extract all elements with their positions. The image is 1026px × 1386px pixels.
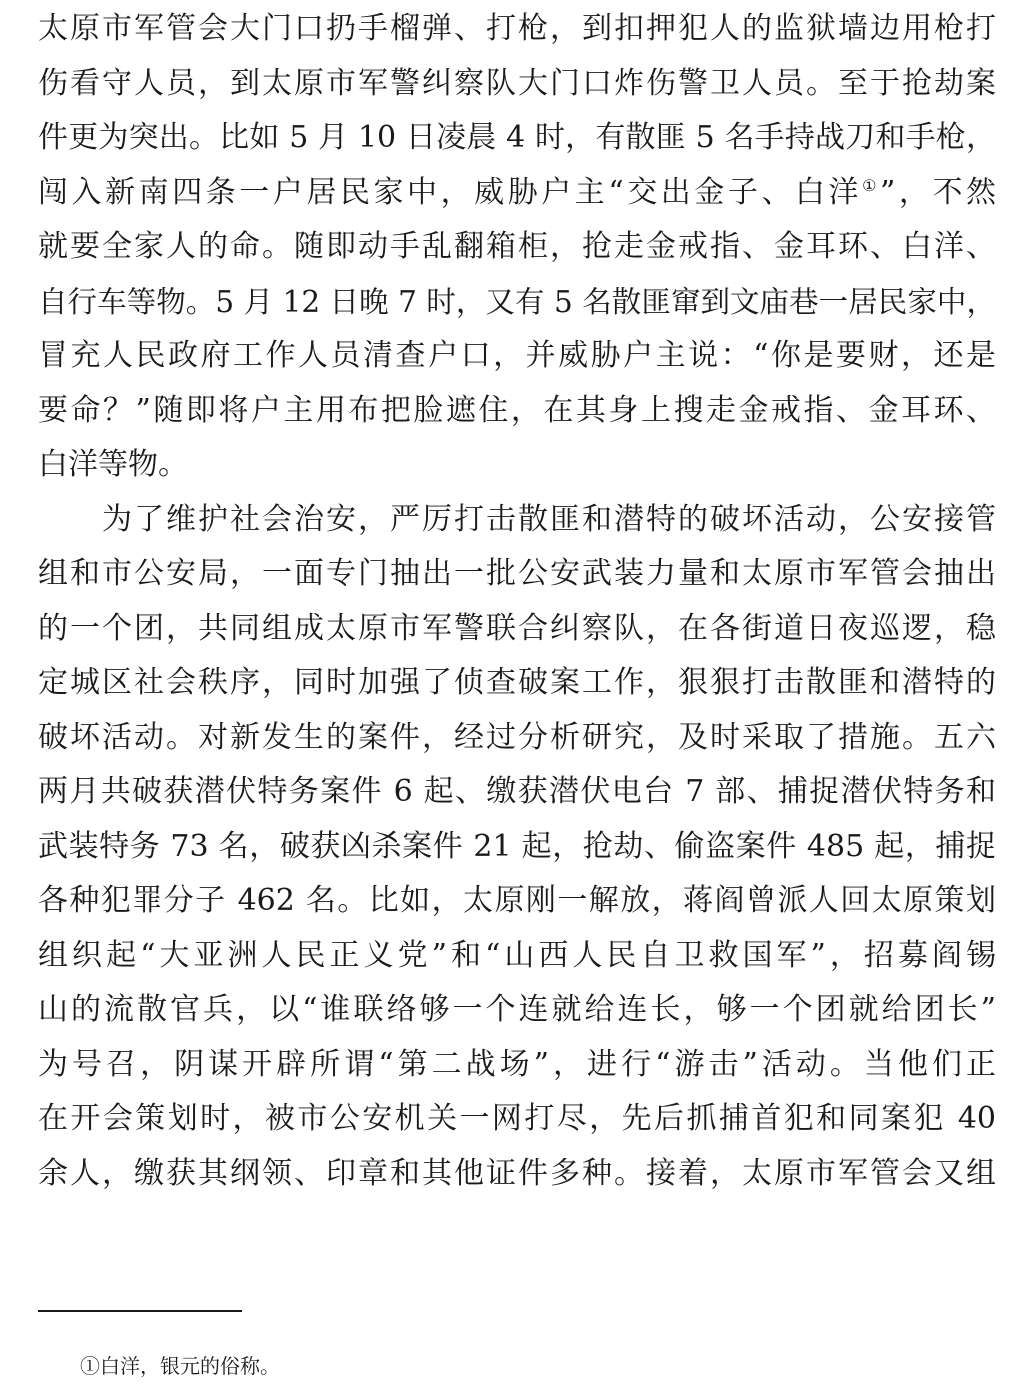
text-line: 余人，缴获其纲领、印章和其他证件多种。接着，太原市军管会又组 [38, 1155, 996, 1191]
text-line: 的一个团，共同组成太原市军警联合纠察队，在各街道日夜巡逻，稳 [38, 610, 996, 646]
text-line: 白洋等物。 [38, 447, 188, 482]
text-line: 为了维护社会治安，严厉打击散匪和潜特的破坏活动，公安接管 [102, 501, 996, 537]
text-line: 件更为突出。比如 5 月 10 日凌晨 4 时，有散匪 5 名手持战刀和手枪， [38, 120, 996, 155]
text-line: 武装特务 73 名，破获凶杀案件 21 起，抢劫、偷盗案件 485 起，捕捉 [38, 828, 996, 864]
text-line: 冒充人民政府工作人员清查户口，并威胁户主说：“你是要财，还是 [38, 338, 996, 373]
paragraph-2 [38, 493, 996, 1202]
footnote-reference[interactable]: ① [862, 175, 881, 195]
text-line: 要命？”随即将户主用布把脸遮住，在其身上搜走金戒指、金耳环、 [38, 392, 996, 428]
text-line: 就要全家人的命。随即动手乱翻箱柜，抢走金戒指、金耳环、白洋、 [38, 229, 996, 264]
footnote-text: ①白洋，银元的俗称。 [80, 1354, 280, 1378]
text-line: 山的流散官兵，以“谁联络够一个连就给连长，够一个团就给团长” [38, 992, 996, 1027]
text-line-with-footnote-ref [38, 166, 996, 221]
paragraph-1 [38, 2, 996, 493]
text-line: 自行车等物。5 月 12 日晚 7 时，又有 5 名散匪窜到文庙巷一居民家中， [38, 284, 996, 319]
text-line: 定城区社会秩序，同时加强了侦查破案工作，狠狠打击散匪和潜特的 [38, 665, 996, 700]
text-line: 组和市公安局，一面专门抽出一批公安武装力量和太原市军管会抽出 [38, 556, 996, 591]
text-line: 两月共破获潜伏特务案件 6 起、缴获潜伏电台 7 部、捕捉潜伏特务和 [38, 774, 996, 809]
text-line: 在开会策划时，被市公安机关一网打尽，先后抓捕首犯和同案犯 40 [38, 1101, 996, 1136]
text-line: 伤看守人员，到太原市军警纠察队大门口炸伤警卫人员。至于抢劫案 [38, 65, 996, 101]
footnote-divider [38, 1310, 242, 1312]
text-line: 太原市军管会大门口扔手榴弹、打枪，到扣押犯人的监狱墙边用枪打 [38, 11, 996, 46]
text-line: 组织起“大亚洲人民正义党”和“山西人民自卫救国军”，招募阎锡 [38, 937, 996, 973]
main-text [38, 2, 996, 1201]
text-segment: 闯入新南四条一户居民家中，威胁户主“交出金子、白洋 [38, 174, 863, 210]
text-line: 为号召，阴谋开辟所谓“第二战场”，进行“游击”活动。当他们正 [38, 1046, 996, 1082]
text-segment: ”，不然 [880, 174, 997, 210]
text-line: 破坏活动。对新发生的案件，经过分析研究，及时采取了措施。五六 [38, 719, 996, 755]
text-line: 各种犯罪分子 462 名。比如，太原刚一解放，蒋阎曾派人回太原策划 [38, 883, 996, 918]
